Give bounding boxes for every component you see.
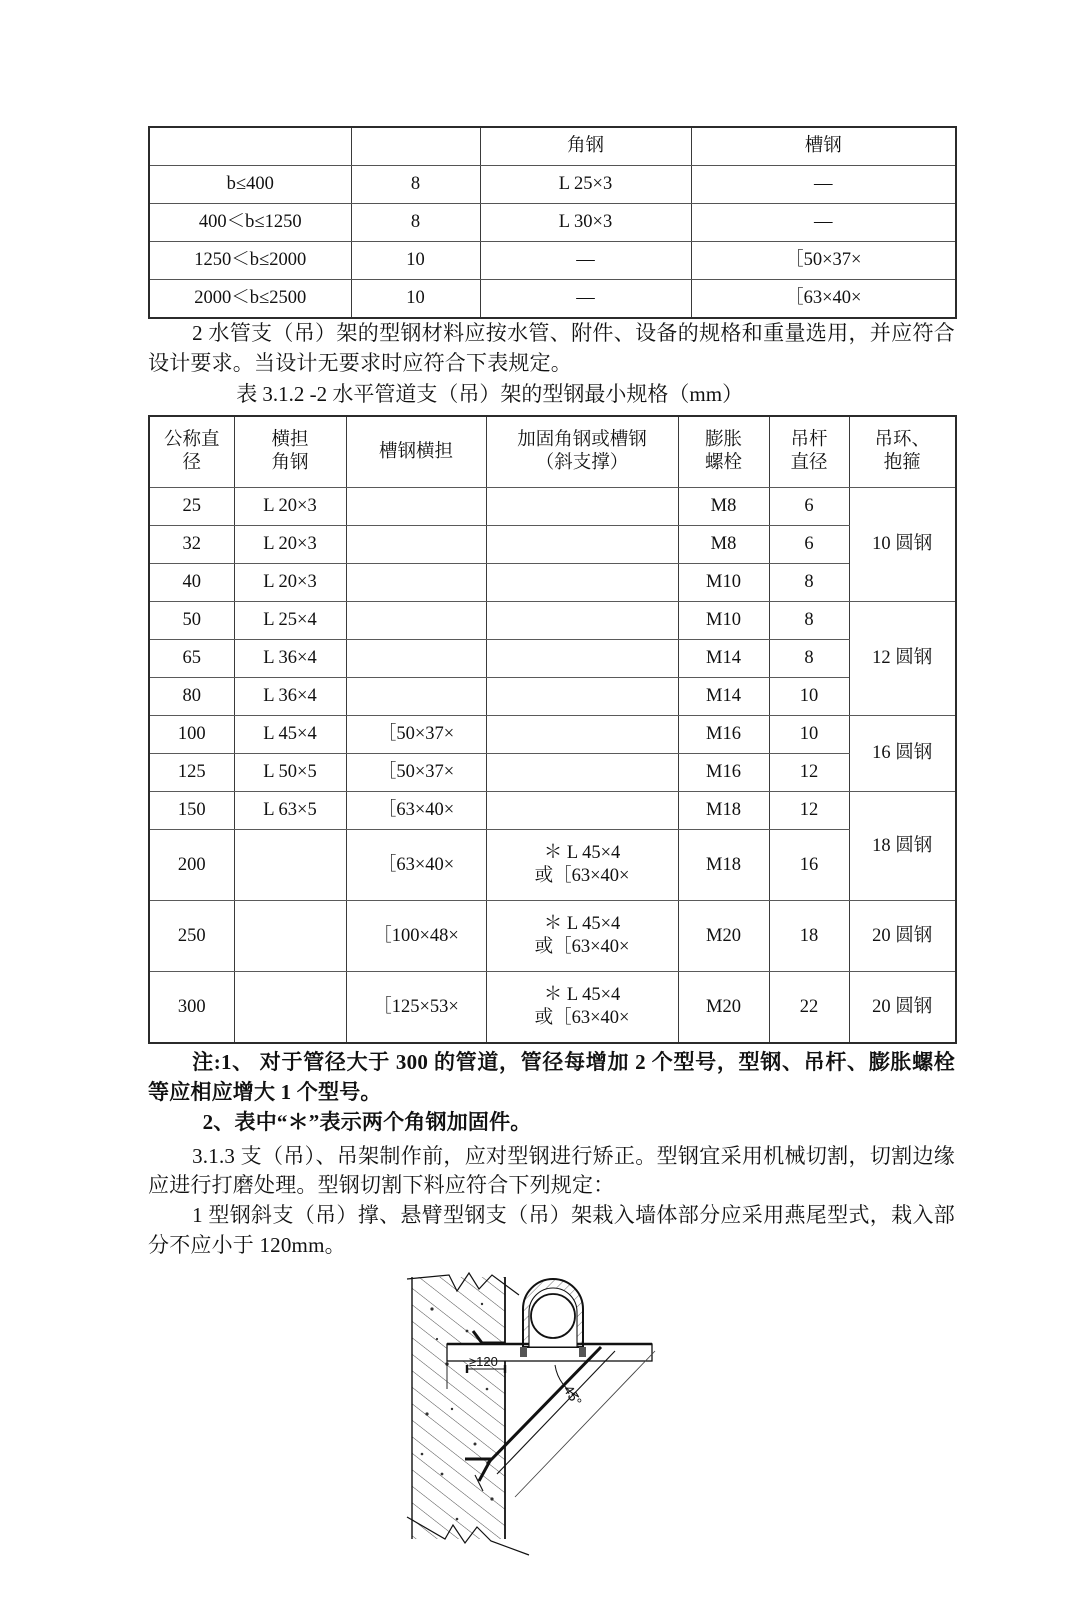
- t2-cell-channel: [346, 564, 486, 602]
- table-row: [149, 204, 956, 242]
- table-row: [149, 166, 956, 204]
- t1-cell: —: [480, 242, 691, 280]
- t1-cell: L 30×3: [480, 204, 691, 242]
- t2-cell-hanger-group: 16 圆钢: [849, 716, 956, 792]
- t1-header-angle-steel: 角钢: [480, 127, 691, 166]
- t2-cell-reinforce: [486, 526, 678, 564]
- table-row: [149, 280, 956, 319]
- t2-cell-rod: 8: [769, 640, 849, 678]
- guide-line: [515, 1351, 655, 1497]
- clause-3-1-3: 3.1.3 支（吊）、吊架制作前，应对型钢进行矫正。型钢宜采用机械切割，切割边缘应进行打磨处理。型钢切割下料应符合下列规定：: [148, 1143, 955, 1198]
- table-row: [149, 716, 956, 754]
- t2-cell-angle: L 63×5: [234, 792, 346, 830]
- t2-cell-channel: [346, 526, 486, 564]
- t2-header-channel-cross: 槽钢横担: [346, 416, 486, 488]
- t2-cell-bolt: M20: [678, 901, 769, 972]
- t2-cell-angle: L 20×3: [234, 488, 346, 526]
- table-row: [149, 901, 956, 972]
- paragraph-item-2: 2 水管支（吊）架的型钢材料应按水管、附件、设备的规格和重量选用，并应符合设计要求。当设计无要求时应符合下表规定。: [148, 321, 955, 375]
- t2-cell-angle: L 36×4: [234, 678, 346, 716]
- t2-cell-channel: ［100×48×: [346, 901, 486, 972]
- t2-cell-dn: 32: [149, 526, 234, 564]
- t1-header-blank-1: [149, 127, 351, 166]
- t2-cell-channel: ［50×37×: [346, 716, 486, 754]
- table-row: [149, 526, 956, 564]
- detail-drawing-figure: [148, 1269, 955, 1599]
- t2-cell-rod: 8: [769, 602, 849, 640]
- clamp-bolt-left: [520, 1347, 527, 1357]
- t2-cell-bolt: M14: [678, 640, 769, 678]
- t2-cell-reinforce: ＊ L 45×4 或［63×40×: [486, 901, 678, 972]
- t1-cell: —: [480, 280, 691, 319]
- t2-cell-dn: 200: [149, 830, 234, 901]
- t1-cell: L 25×3: [480, 166, 691, 204]
- t1-cell: 10: [351, 280, 480, 319]
- t2-cell-dn: 300: [149, 972, 234, 1044]
- dimension-120-label: ≥120: [468, 1353, 498, 1369]
- angle-45-label: 45°: [559, 1381, 585, 1409]
- t2-cell-angle: [234, 901, 346, 972]
- t2-cell-channel: [346, 602, 486, 640]
- pipe-clamp-assembly: [520, 1279, 586, 1357]
- t2-cell-reinforce: [486, 640, 678, 678]
- t2-cell-channel: [346, 640, 486, 678]
- t2-cell-rod: 10: [769, 716, 849, 754]
- t2-header-hanger-ring: 吊环、 抱箍: [849, 416, 956, 488]
- t2-header-cross-angle: 横担 角钢: [234, 416, 346, 488]
- table-row: [149, 564, 956, 602]
- t1-cell: —: [691, 166, 956, 204]
- t1-header-channel-steel: 槽钢: [691, 127, 956, 166]
- table-row: [149, 242, 956, 280]
- table-row: [149, 602, 956, 640]
- table-row-header: [149, 127, 956, 166]
- t1-cell: b≤400: [149, 166, 351, 204]
- t2-cell-angle: L 50×5: [234, 754, 346, 792]
- duct-support-steel-table: [148, 126, 957, 319]
- wall-embedded-bracket-drawing: [387, 1269, 717, 1599]
- t1-cell: —: [691, 204, 956, 242]
- t2-cell-hanger-group: 20 圆钢: [849, 972, 956, 1044]
- t2-cell-rod: 18: [769, 901, 849, 972]
- t2-cell-dn: 25: [149, 488, 234, 526]
- wall-section: [407, 1273, 529, 1555]
- t1-cell: 1250＜b≤2000: [149, 242, 351, 280]
- t2-cell-dn: 125: [149, 754, 234, 792]
- t2-cell-angle: L 45×4: [234, 716, 346, 754]
- t1-cell: ［63×40×: [691, 280, 956, 319]
- t2-header-reinforce: 加固角钢或槽钢 （斜支撑）: [486, 416, 678, 488]
- t2-cell-dn: 65: [149, 640, 234, 678]
- t2-cell-angle: L 25×4: [234, 602, 346, 640]
- table-row: [149, 754, 956, 792]
- t2-cell-reinforce: [486, 754, 678, 792]
- clause-3-1-3-item-1: 1 型钢斜支（吊）撑、悬臂型钢支（吊）架栽入墙体部分应采用燕尾型式，栽入部分不应小于 120mm。: [148, 1203, 955, 1257]
- table-row-header: [149, 416, 956, 488]
- t2-cell-rod: 6: [769, 488, 849, 526]
- t2-cell-rod: 10: [769, 678, 849, 716]
- table-row: [149, 830, 956, 901]
- t2-header-nominal-diameter: 公称直 径: [149, 416, 234, 488]
- t2-cell-bolt: M8: [678, 526, 769, 564]
- pipe-circle: [531, 1294, 575, 1338]
- t1-cell: 10: [351, 242, 480, 280]
- t2-cell-angle: [234, 830, 346, 901]
- table-row: [149, 792, 956, 830]
- t2-cell-rod: 8: [769, 564, 849, 602]
- clamp-bolt-right: [579, 1347, 586, 1357]
- t2-cell-channel: [346, 488, 486, 526]
- t2-cell-reinforce: [486, 792, 678, 830]
- t1-cell: 400＜b≤1250: [149, 204, 351, 242]
- t2-cell-rod: 12: [769, 754, 849, 792]
- t2-cell-angle: L 20×3: [234, 564, 346, 602]
- t2-cell-bolt: M16: [678, 754, 769, 792]
- t2-cell-reinforce: [486, 716, 678, 754]
- t2-cell-channel: ［63×40×: [346, 830, 486, 901]
- t2-cell-dn: 50: [149, 602, 234, 640]
- t2-cell-dn: 150: [149, 792, 234, 830]
- t2-cell-reinforce: [486, 602, 678, 640]
- t2-cell-rod: 12: [769, 792, 849, 830]
- t2-cell-reinforce: ＊ L 45×4 或［63×40×: [486, 830, 678, 901]
- t1-cell: 2000＜b≤2500: [149, 280, 351, 319]
- t1-cell: 8: [351, 166, 480, 204]
- t2-cell-channel: [346, 678, 486, 716]
- t2-header-expansion-bolt: 膨胀 螺栓: [678, 416, 769, 488]
- table-note-1: 注:1、 对于管径大于 300 的管道，管径每增加 2 个型号，型钢、吊杆、膨胀螺栓等应相应增大 1 个型号。: [148, 1050, 955, 1104]
- t2-cell-dn: 100: [149, 716, 234, 754]
- t2-cell-bolt: M14: [678, 678, 769, 716]
- table-row: [149, 488, 956, 526]
- t1-cell: 8: [351, 204, 480, 242]
- t2-cell-channel: ［125×53×: [346, 972, 486, 1044]
- t2-cell-bolt: M10: [678, 564, 769, 602]
- table-2-caption: 表 3.1.2 -2 水平管道支（吊）架的型钢最小规格（mm）: [236, 381, 744, 406]
- t2-cell-reinforce: ＊ L 45×4 或［63×40×: [486, 972, 678, 1044]
- t2-cell-angle: L 36×4: [234, 640, 346, 678]
- t2-cell-dn: 80: [149, 678, 234, 716]
- t2-cell-bolt: M8: [678, 488, 769, 526]
- t2-cell-rod: 16: [769, 830, 849, 901]
- pipe-support-steel-table: [148, 415, 957, 1044]
- t2-cell-reinforce: [486, 564, 678, 602]
- t2-cell-bolt: M16: [678, 716, 769, 754]
- t2-cell-channel: ［63×40×: [346, 792, 486, 830]
- t2-cell-rod: 22: [769, 972, 849, 1044]
- t2-cell-hanger-group: 18 圆钢: [849, 792, 956, 901]
- t2-cell-dn: 40: [149, 564, 234, 602]
- t2-cell-bolt: M18: [678, 792, 769, 830]
- page-content: [148, 126, 955, 1599]
- table-row: [149, 678, 956, 716]
- t2-cell-hanger-group: 20 圆钢: [849, 901, 956, 972]
- t2-cell-bolt: M18: [678, 830, 769, 901]
- t2-cell-angle: L 20×3: [234, 526, 346, 564]
- t2-cell-angle: [234, 972, 346, 1044]
- t2-header-rod-diameter: 吊杆 直径: [769, 416, 849, 488]
- t2-cell-bolt: M10: [678, 602, 769, 640]
- t2-cell-reinforce: [486, 488, 678, 526]
- t2-cell-channel: ［50×37×: [346, 754, 486, 792]
- t2-cell-rod: 6: [769, 526, 849, 564]
- t2-cell-dn: 250: [149, 901, 234, 972]
- t2-cell-reinforce: [486, 678, 678, 716]
- table-row: [149, 972, 956, 1044]
- table-row: [149, 640, 956, 678]
- t2-cell-hanger-group: 12 圆钢: [849, 602, 956, 716]
- t1-header-blank-2: [351, 127, 480, 166]
- t1-cell: ［50×37×: [691, 242, 956, 280]
- t2-cell-bolt: M20: [678, 972, 769, 1044]
- table-note-2: 2、表中“＊”表示两个角钢加固件。: [202, 1109, 532, 1134]
- t2-cell-hanger-group: 10 圆钢: [849, 488, 956, 602]
